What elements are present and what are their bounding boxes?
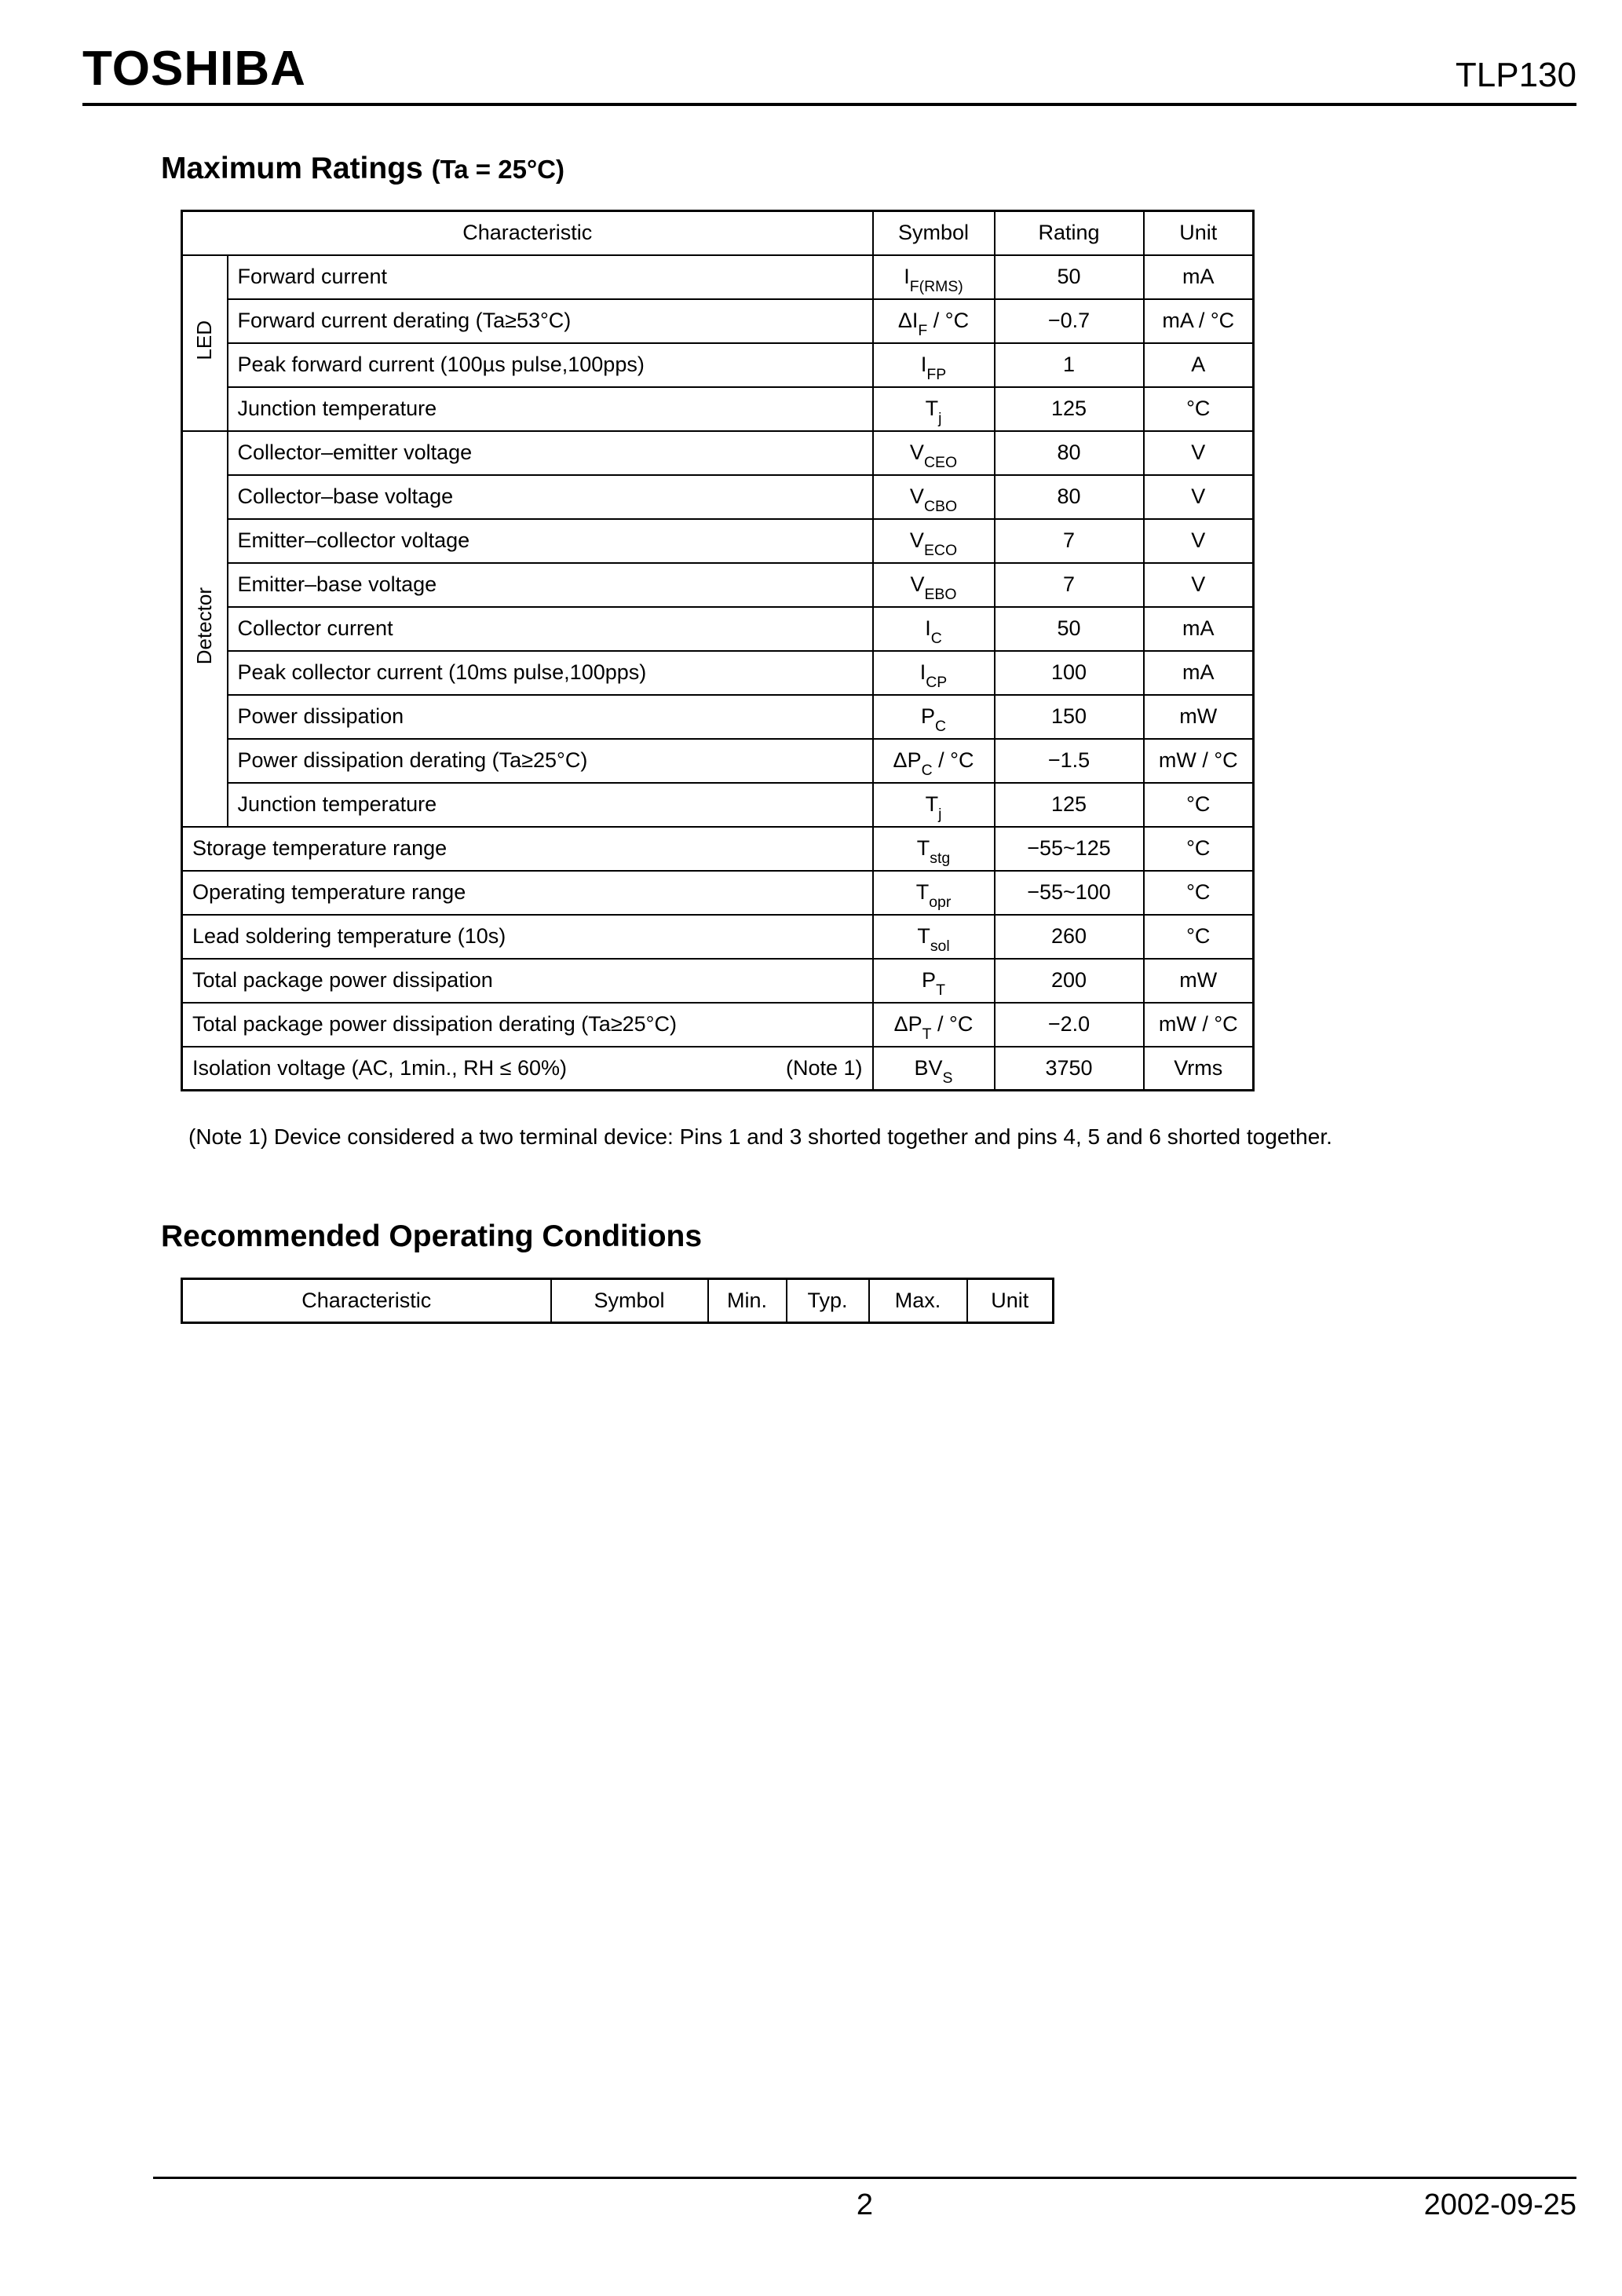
symbol-cell: $T_j$ bbox=[873, 783, 995, 827]
recommended-table-body bbox=[182, 1279, 1054, 1323]
symbol-cell: $I_{FP}$ bbox=[873, 343, 995, 387]
rating-cell: 100 bbox=[995, 651, 1144, 695]
document-header bbox=[82, 41, 1576, 106]
unit-cell: °C bbox=[1144, 827, 1254, 871]
symbol-cell: $T_j$ bbox=[873, 387, 995, 431]
rating-cell: 80 bbox=[995, 475, 1144, 519]
table-row bbox=[182, 607, 1254, 651]
unit-cell: °C bbox=[1144, 387, 1254, 431]
symbol-cell: $V_{CEO}$ bbox=[873, 431, 995, 475]
symbol-subscript: sol bbox=[930, 937, 950, 955]
table-row bbox=[182, 871, 1254, 915]
footer-row bbox=[153, 2188, 1576, 2225]
symbol-cell: $V_{CBO}$ bbox=[873, 475, 995, 519]
symbol-subscript: j bbox=[938, 805, 942, 823]
rating-cell: 3750 bbox=[995, 1047, 1144, 1091]
unit-cell: °C bbox=[1144, 871, 1254, 915]
table-row bbox=[182, 255, 1254, 299]
characteristic-cell: Power dissipation derating (Ta≥25°C) bbox=[228, 739, 873, 783]
column-header-symbol: Symbol bbox=[551, 1279, 708, 1323]
unit-cell: mW / °C bbox=[1144, 1003, 1254, 1047]
symbol-cell: $V_{EBO}$ bbox=[873, 563, 995, 607]
symbol-subscript: opr bbox=[929, 893, 952, 911]
symbol-subscript: T bbox=[922, 1025, 932, 1043]
rating-cell: 200 bbox=[995, 959, 1144, 1003]
table-row bbox=[182, 959, 1254, 1003]
rating-cell: −1.5 bbox=[995, 739, 1144, 783]
symbol-subscript: ECO bbox=[923, 541, 958, 559]
recommended-header-row bbox=[182, 1279, 1054, 1323]
table-row bbox=[182, 299, 1254, 343]
characteristic-cell: Peak forward current (100µs pulse,100pps) bbox=[228, 343, 873, 387]
recommended-title-text: Recommended Operating Conditions bbox=[161, 1219, 703, 1254]
table-row bbox=[182, 1003, 1254, 1047]
column-header-symbol: Symbol bbox=[873, 211, 995, 255]
characteristic-cell: Total package power dissipation derating (Ta≥25°C) bbox=[182, 1003, 873, 1047]
footer-rule bbox=[153, 2177, 1576, 2179]
unit-cell: V bbox=[1144, 431, 1254, 475]
note-reference: (Note 1) bbox=[785, 1055, 863, 1080]
symbol-cell: $P_C$ bbox=[873, 695, 995, 739]
unit-cell: V bbox=[1144, 519, 1254, 563]
characteristic-cell: Emitter–base voltage bbox=[228, 563, 873, 607]
characteristic-cell: Emitter–collector voltage bbox=[228, 519, 873, 563]
rating-cell: −55~100 bbox=[995, 871, 1144, 915]
column-header-rating: Rating bbox=[995, 211, 1144, 255]
group-label-text: Detector bbox=[192, 587, 217, 665]
symbol-cell: $\Delta P_C / ^\circ C$ bbox=[873, 739, 995, 783]
symbol-subscript: C bbox=[921, 761, 933, 779]
unit-cell: A bbox=[1144, 343, 1254, 387]
table-row bbox=[182, 739, 1254, 783]
unit-cell: mW bbox=[1144, 695, 1254, 739]
symbol-subscript: EBO bbox=[924, 585, 957, 603]
characteristic-cell: Peak collector current (10ms pulse,100pps) bbox=[228, 651, 873, 695]
unit-cell: mA bbox=[1144, 607, 1254, 651]
symbol-cell: $I_{CP}$ bbox=[873, 651, 995, 695]
table-row bbox=[182, 915, 1254, 959]
table-row bbox=[182, 431, 1254, 475]
characteristic-cell: Lead soldering temperature (10s) bbox=[182, 915, 873, 959]
unit-cell: Vrms bbox=[1144, 1047, 1254, 1091]
table-row bbox=[182, 783, 1254, 827]
recommended-table bbox=[181, 1278, 1054, 1324]
unit-cell: °C bbox=[1144, 783, 1254, 827]
symbol-cell: $\Delta I_F / ^\circ C$ bbox=[873, 299, 995, 343]
characteristic-cell: Total package power dissipation bbox=[182, 959, 873, 1003]
characteristic-cell: Power dissipation bbox=[228, 695, 873, 739]
table-row bbox=[182, 343, 1254, 387]
unit-cell: V bbox=[1144, 475, 1254, 519]
symbol-cell: $I_C$ bbox=[873, 607, 995, 651]
symbol-cell: $V_{ECO}$ bbox=[873, 519, 995, 563]
symbol-cell: $BV_S$ bbox=[873, 1047, 995, 1091]
rating-cell: −0.7 bbox=[995, 299, 1144, 343]
toshiba-logo: TOSHIBA bbox=[82, 42, 306, 96]
characteristic-cell: Collector–base voltage bbox=[228, 475, 873, 519]
symbol-cell: $T_{sol}$ bbox=[873, 915, 995, 959]
rating-cell: 150 bbox=[995, 695, 1144, 739]
rating-cell: 50 bbox=[995, 255, 1144, 299]
column-header-typ: Typ. bbox=[787, 1279, 869, 1323]
symbol-subscript: S bbox=[942, 1069, 953, 1087]
symbol-subscript: CP bbox=[926, 673, 948, 691]
symbol-subscript: stg bbox=[930, 849, 951, 867]
rating-cell: 80 bbox=[995, 431, 1144, 475]
unit-cell: mA / °C bbox=[1144, 299, 1254, 343]
rating-cell: 125 bbox=[995, 783, 1144, 827]
table-row bbox=[182, 651, 1254, 695]
max-ratings-header-row bbox=[182, 211, 1254, 255]
part-number: TLP130 bbox=[1455, 56, 1576, 94]
max-ratings-title bbox=[161, 152, 1576, 186]
column-header-characteristic: Characteristic bbox=[182, 211, 873, 255]
symbol-cell: $T_{stg}$ bbox=[873, 827, 995, 871]
column-header-unit: Unit bbox=[1144, 211, 1254, 255]
symbol-subscript: j bbox=[938, 409, 942, 427]
table-row bbox=[182, 475, 1254, 519]
characteristic-cell: Operating temperature range bbox=[182, 871, 873, 915]
symbol-cell: $T_{opr}$ bbox=[873, 871, 995, 915]
table-row bbox=[182, 1047, 1254, 1091]
table-row bbox=[182, 519, 1254, 563]
characteristic-cell: Forward current bbox=[228, 255, 873, 299]
column-header-min: Min. bbox=[708, 1279, 787, 1323]
characteristic-cell: Storage temperature range bbox=[182, 827, 873, 871]
rating-cell: 50 bbox=[995, 607, 1144, 651]
column-header-characteristic: Characteristic bbox=[182, 1279, 551, 1323]
characteristic-text: Isolation voltage (AC, 1min., RH ≤ 60%) bbox=[192, 1055, 568, 1080]
page-footer bbox=[153, 2177, 1576, 2225]
symbol-subscript: CEO bbox=[923, 453, 958, 471]
note-1: (Note 1) Device considered a two terminal device: Pins 1 and 3 shorted together and pins 4, 5 and 6 shorted together. bbox=[188, 1124, 1332, 1149]
rating-cell: 7 bbox=[995, 563, 1144, 607]
symbol-cell: $P_T$ bbox=[873, 959, 995, 1003]
characteristic-cell: Junction temperature bbox=[228, 387, 873, 431]
column-header-max: Max. bbox=[869, 1279, 967, 1323]
group-label-text: LED bbox=[192, 320, 217, 360]
characteristic-cell: Collector–emitter voltage bbox=[228, 431, 873, 475]
max-ratings-condition: (Ta = 25°C) bbox=[431, 155, 564, 184]
recommended-title bbox=[161, 1219, 1576, 1254]
rating-cell: 125 bbox=[995, 387, 1144, 431]
table-row bbox=[182, 695, 1254, 739]
table-row bbox=[182, 827, 1254, 871]
symbol-subscript: FP bbox=[926, 365, 947, 383]
column-header-unit: Unit bbox=[967, 1279, 1054, 1323]
group-label-cell bbox=[182, 431, 228, 827]
symbol-subscript: C bbox=[934, 717, 947, 735]
table-row bbox=[182, 563, 1254, 607]
max-ratings-table-body bbox=[182, 211, 1254, 1091]
symbol-cell: $I_{F(RMS)}$ bbox=[873, 255, 995, 299]
symbol-subscript: F bbox=[918, 321, 928, 339]
page-number: 2 bbox=[856, 2188, 874, 2221]
rating-cell: 1 bbox=[995, 343, 1144, 387]
unit-cell: °C bbox=[1144, 915, 1254, 959]
unit-cell: mW / °C bbox=[1144, 739, 1254, 783]
symbol-subscript: CBO bbox=[923, 497, 958, 515]
max-ratings-title-text: Maximum Ratings bbox=[161, 152, 423, 185]
unit-cell: mA bbox=[1144, 651, 1254, 695]
unit-cell: mW bbox=[1144, 959, 1254, 1003]
rating-cell: 260 bbox=[995, 915, 1144, 959]
characteristic-cell: Forward current derating (Ta≥53°C) bbox=[228, 299, 873, 343]
symbol-subscript: C bbox=[930, 629, 942, 647]
characteristic-cell bbox=[182, 1047, 873, 1091]
unit-cell: V bbox=[1144, 563, 1254, 607]
characteristic-cell: Collector current bbox=[228, 607, 873, 651]
group-label-cell bbox=[182, 255, 228, 431]
symbol-subscript: F(RMS) bbox=[909, 277, 963, 295]
unit-cell: mA bbox=[1144, 255, 1254, 299]
rating-cell: −2.0 bbox=[995, 1003, 1144, 1047]
rating-cell: 7 bbox=[995, 519, 1144, 563]
symbol-cell: $\Delta P_T / ^\circ C$ bbox=[873, 1003, 995, 1047]
rating-cell: −55~125 bbox=[995, 827, 1144, 871]
max-ratings-table bbox=[181, 210, 1255, 1091]
characteristic-cell: Junction temperature bbox=[228, 783, 873, 827]
table-row bbox=[182, 387, 1254, 431]
footer-date: 2002-09-25 bbox=[1423, 2188, 1576, 2221]
symbol-subscript: T bbox=[936, 981, 945, 999]
